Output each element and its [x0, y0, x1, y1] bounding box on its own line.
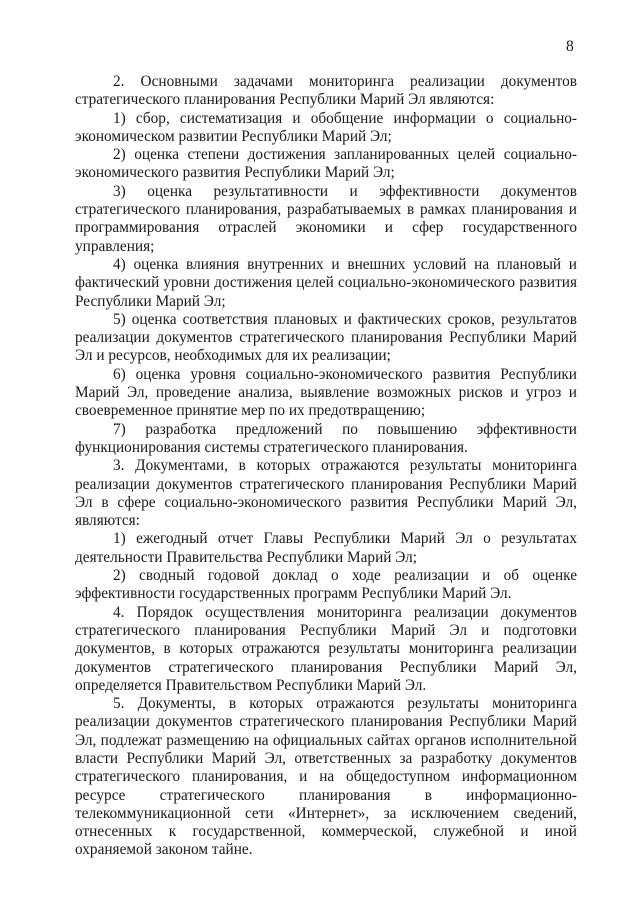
- paragraph-item-5: 5. Документы, в которых отражаются результаты мониторинга реализации документов стратегического планирования Республики Марий Эл, подлежат размещению на официальных сайтах органов исполнительной власти Республики Марий Эл, ответственных за разработку документов стратегического планирования, и на общедоступном информационном ресурсе стратегического планирования в информационно-телекоммуникационной сети «Интернет», за исключением сведений, отнесенных к государственной, коммерческой, служебной и иной охраняемой законом тайне.: [75, 695, 577, 859]
- list-item-3-1: 1) ежегодный отчет Главы Республики Марий Эл о результатах деятельности Правительства Республики Марий Эл;: [75, 530, 577, 566]
- list-item-2-2: 2) оценка степени достижения запланированных целей социально-экономического развития Республики Марий Эл;: [75, 146, 577, 182]
- page-number: 8: [566, 38, 574, 55]
- list-item-2-7: 7) разработка предложений по повышению эффективности функционирования системы стратегического планирования.: [75, 420, 577, 456]
- list-item-2-3: 3) оценка результативности и эффективности документов стратегического планирования, разрабатываемых в рамках планирования и программирования отраслей экономики и сфер государственного управления;: [75, 182, 577, 255]
- paragraph-item-2-intro: 2. Основными задачами мониторинга реализации документов стратегического планирования Республики Марий Эл являются:: [75, 73, 577, 109]
- list-item-2-4: 4) оценка влияния внутренних и внешних условий на плановый и фактический уровни достижения целей социально-экономического развития Республики Марий Эл;: [75, 255, 577, 310]
- list-item-2-5: 5) оценка соответствия плановых и фактических сроков, результатов реализации документов стратегического планирования Республики Марий Эл и ресурсов, необходимых для их реализации;: [75, 310, 577, 365]
- list-item-2-1: 1) сбор, систематизация и обобщение информации о социально-экономическом развитии Республики Марий Эл;: [75, 109, 577, 145]
- document-body: [75, 73, 577, 860]
- list-item-3-2: 2) сводный годовой доклад о ходе реализации и об оценке эффективности государственных программ Республики Марий Эл.: [75, 567, 577, 603]
- paragraph-item-4: 4. Порядок осуществления мониторинга реализации документов стратегического планирования Республики Марий Эл и подготовки документов, в которых отражаются результаты мониторинга реализации документов стратегического планирования Республики Марий Эл, определяется Правительством Республики Марий Эл.: [75, 603, 577, 694]
- paragraph-item-3-intro: 3. Документами, в которых отражаются результаты мониторинга реализации документов стратегического планирования Республики Марий Эл в сфере социально-экономического развития Республики Марий Эл, являются:: [75, 457, 577, 530]
- list-item-2-6: 6) оценка уровня социально-экономического развития Республики Марий Эл, проведение анализа, выявление возможных рисков и угроз и своевременное принятие мер по их предотвращению;: [75, 365, 577, 420]
